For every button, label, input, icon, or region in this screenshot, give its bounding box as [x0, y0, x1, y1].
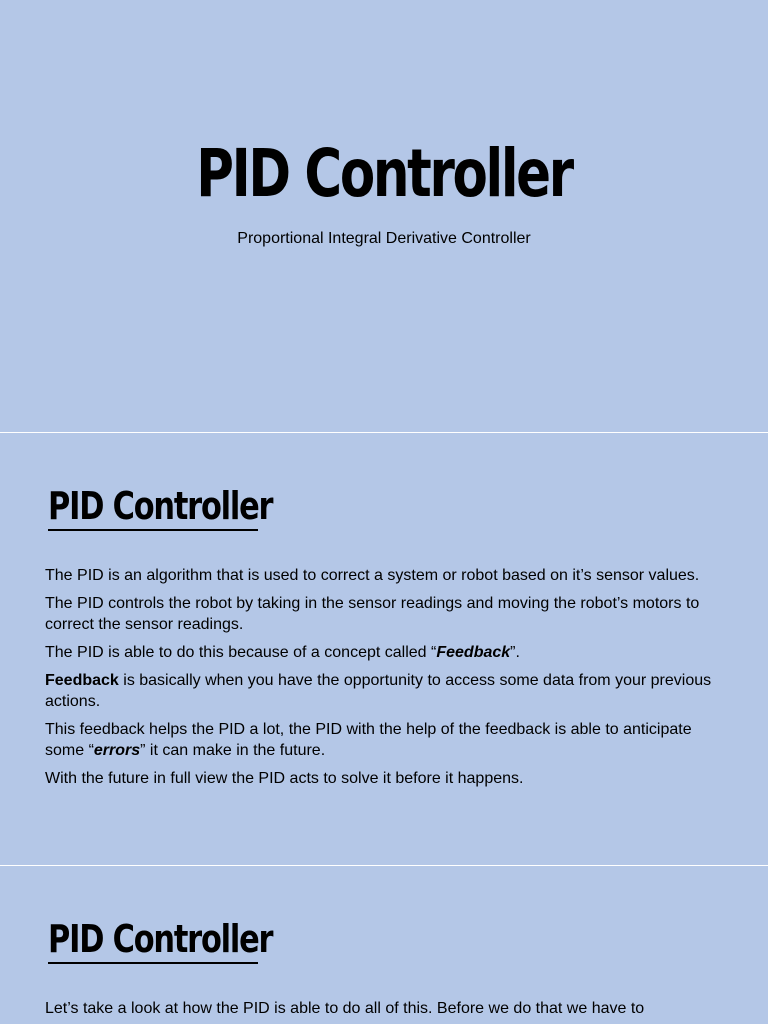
- slide-pid-intro: [0, 433, 768, 865]
- slide-body: [45, 998, 725, 1024]
- paragraph-text: This feedback helps the PID a lot, the PID with the help of the feedback is able to anticipate some “: [45, 721, 692, 759]
- slide-title-heading: PID Controller: [196, 135, 572, 212]
- emphasis-text: Feedback: [436, 644, 511, 661]
- slide-heading: PID Controller: [48, 484, 273, 528]
- heading-underline: [48, 529, 258, 531]
- slide-subtitle: Proportional Integral Derivative Controller: [237, 230, 531, 247]
- paragraph: The PID is an algorithm that is used to correct a system or robot based on it’s sensor values.: [45, 567, 700, 584]
- paragraph-text: The PID is able to do this because of a concept called “: [45, 644, 437, 661]
- paragraph: Let’s take a look at how the PID is able to do all of this. Before we do that we have to: [45, 1000, 645, 1017]
- slide-pid-how: [0, 866, 768, 1024]
- paragraph: [45, 719, 725, 761]
- paragraph: [45, 642, 725, 663]
- paragraph-text: is basically when you have the opportunity to access some data from your previous actions.: [45, 672, 712, 710]
- heading-underline: [48, 962, 258, 964]
- emphasis-text: Feedback: [45, 672, 119, 689]
- paragraph-text: ” it can make in the future.: [140, 742, 326, 759]
- emphasis-text: errors: [93, 742, 141, 759]
- slide-title: [0, 0, 768, 432]
- paragraph: [45, 670, 725, 712]
- slide-heading: PID Controller: [48, 917, 273, 961]
- slide-body: [45, 565, 725, 796]
- paragraph: With the future in full view the PID acts to solve it before it happens.: [45, 770, 524, 787]
- paragraph-text: ”.: [510, 644, 520, 661]
- paragraph: The PID controls the robot by taking in the sensor readings and moving the robot’s motors to correct the sensor readings.: [45, 595, 700, 633]
